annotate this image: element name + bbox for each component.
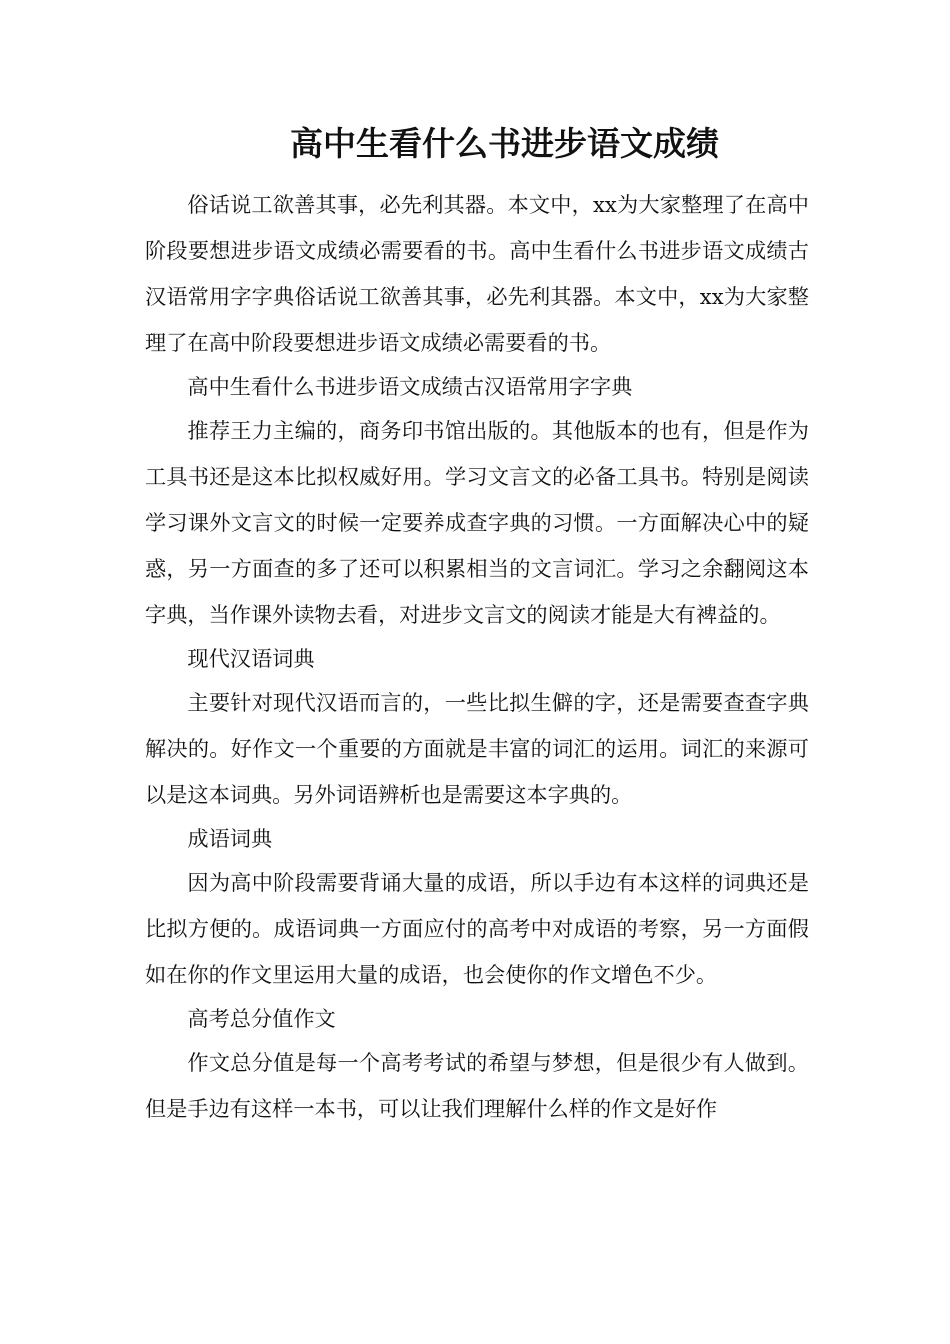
- paragraph-idiom-dictionary: 因为高中阶段需要背诵大量的成语，所以手边有本这样的词典还是比拟方便的。成语词典一方面应付的高考中对成语的考察，另一方面假如在你的作文里运用大量的成语，也会使你的作文增色不少。: [145, 870, 809, 987]
- paragraph-essays: 作文总分值是每一个高考考试的希望与梦想，但是很少有人做到。但是手边有这样一本书，可以让我们理解什么样的作文是好作: [145, 1050, 809, 1121]
- section-heading-modern-dictionary: 现代汉语词典: [187, 646, 315, 671]
- document-title: 高中生看什么书进步语文成绩: [290, 124, 719, 163]
- section-heading-essays: 高考总分值作文: [187, 1006, 336, 1031]
- paragraph-dictionary: 推荐王力主编的，商务印书馆出版的。其他版本的也有，但是作为工具书还是这本比拟权威好用。学习文言文的必备工具书。特别是阅读学习课外文言文的时候一定要养成查字典的习惯。一方面解决心中的疑惑，另一方面查的多了还可以积累相当的文言词汇。学习之余翻阅这本字典，当作课外读物去看，对进步文言文的阅读才能是大有裨益的。: [145, 418, 809, 627]
- section-heading-dictionary: 高中生看什么书进步语文成绩古汉语常用字字典: [187, 374, 633, 399]
- document-body: [145, 182, 809, 1132]
- section-heading-idiom-dictionary: 成语词典: [187, 826, 273, 851]
- paragraph-modern-dictionary: 主要针对现代汉语而言的，一些比拟生僻的字，还是需要查查字典解决的。好作文一个重要的方面就是丰富的词汇的运用。词汇的来源可以是这本词典。另外词语辨析也是需要这本字典的。: [145, 690, 809, 807]
- paragraph-intro: 俗话说工欲善其事，必先利其器。本文中，xx为大家整理了在高中阶段要想进步语文成绩必需要看的书。高中生看什么书进步语文成绩古汉语常用字字典俗话说工欲善其事，必先利其器。本文中，xx为大家整理了在高中阶段要想进步语文成绩必需要看的书。: [145, 192, 809, 355]
